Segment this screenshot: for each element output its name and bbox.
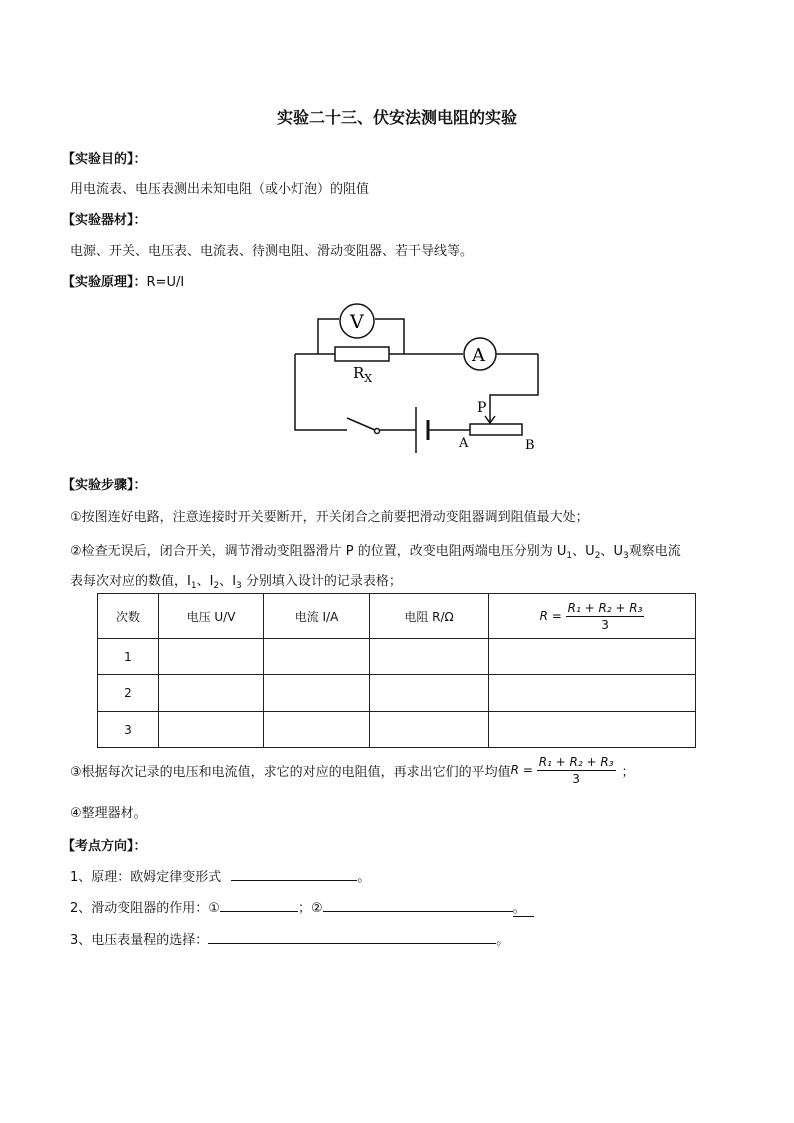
header-current: 电流 I/A (264, 594, 370, 639)
slider-label: P (477, 400, 487, 416)
switch-blade (347, 418, 375, 430)
resistance-cell[interactable] (370, 712, 489, 748)
row-count: 2 (98, 675, 159, 712)
resistance-cell[interactable] (370, 675, 489, 712)
average-cell[interactable] (489, 675, 696, 712)
row-count: 1 (98, 639, 159, 675)
voltage-cell[interactable] (159, 712, 264, 748)
resistor-label: $R_X$ (353, 364, 373, 385)
question-2: 2、滑动变阻器的作用：① ；② 。 (70, 897, 534, 916)
answer-blank-q1[interactable] (231, 866, 357, 881)
step-2-line-1: ②检查无误后，闭合开关，调节滑动变阻器滑片 P 的位置，改变电阻两端电压分别为 $U_1$、$U_2$、$U_3$观察电流 (70, 544, 681, 561)
voltage-cell[interactable] (159, 639, 264, 675)
question-3: 3、电压表量程的选择： 。 (70, 929, 509, 948)
table-row (98, 639, 696, 675)
equipment-text: 电源、开关、电压表、电流表、待测电阻、滑动变阻器、若干导线等。 (70, 244, 474, 259)
equipment-heading: 【实验器材】： (62, 213, 147, 228)
average-cell[interactable] (489, 639, 696, 675)
table-header-row (98, 594, 696, 639)
step-1: ①按图连好电路，注意连接时开关要断开，开关闭合之前要把滑动变阻器调到阻值最大处； (70, 510, 589, 525)
record-table (97, 593, 696, 748)
purpose-heading: 【实验目的】： (62, 152, 147, 167)
rheostat-end-b: B (525, 438, 535, 453)
principle-formula: R=U/I (146, 275, 185, 290)
header-count: 次数 (98, 594, 159, 639)
purpose-text: 用电流表、电压表测出未知电阻（或小灯泡）的阻值 (70, 182, 370, 197)
page-title: 实验二十三、伏安法测电阻的实验 (276, 108, 517, 127)
principle-line (62, 271, 184, 290)
step-4: ④整理器材。 (70, 806, 147, 821)
circuit-diagram (285, 300, 550, 460)
voltmeter-label: V (350, 311, 364, 333)
rheostat-body (470, 424, 522, 435)
rheostat-end-a: A (459, 436, 469, 451)
step-3: ③根据每次记录的电压和电流值，求它的对应的电阻值，再求出它们的平均值 R = $\frac{\text{R₁ + R₂ + R₃}}{3}$ ； (70, 755, 635, 786)
header-voltage: 电压 U/V (159, 594, 264, 639)
answer-blank-q3[interactable] (208, 929, 496, 944)
average-formula: R = $\frac{\text{R₁ + R₂ + R₃}}{3}$ (510, 755, 614, 786)
question-1: 1、原理：欧姆定律变形式 。 (70, 866, 370, 885)
ammeter-label: A (472, 345, 485, 366)
resistance-cell[interactable] (370, 639, 489, 675)
exam-heading: 【考点方向】： (62, 839, 147, 854)
header-resistance: 电阻 R/Ω (370, 594, 489, 639)
answer-blank-q2-2[interactable] (323, 897, 513, 912)
current-cell[interactable] (264, 675, 370, 712)
row-count: 3 (98, 712, 159, 748)
steps-heading: 【实验步骤】： (62, 478, 147, 493)
principle-heading: 【实验原理】： (62, 275, 147, 290)
average-cell[interactable] (489, 712, 696, 748)
table-row (98, 712, 696, 748)
current-cell[interactable] (264, 712, 370, 748)
answer-blank-q2-1[interactable] (220, 897, 298, 912)
step-2-line-2: 表每次对应的数值，$I_1$、$I_2$、$I_3$ 分别填入设计的记录表格； (70, 574, 402, 591)
current-cell[interactable] (264, 639, 370, 675)
voltage-cell[interactable] (159, 675, 264, 712)
resistor-rx (335, 347, 389, 361)
table-row (98, 675, 696, 712)
header-average-formula: R = $\frac{\text{R₁ + R₂ + R₃}}{3}$ (489, 594, 696, 639)
